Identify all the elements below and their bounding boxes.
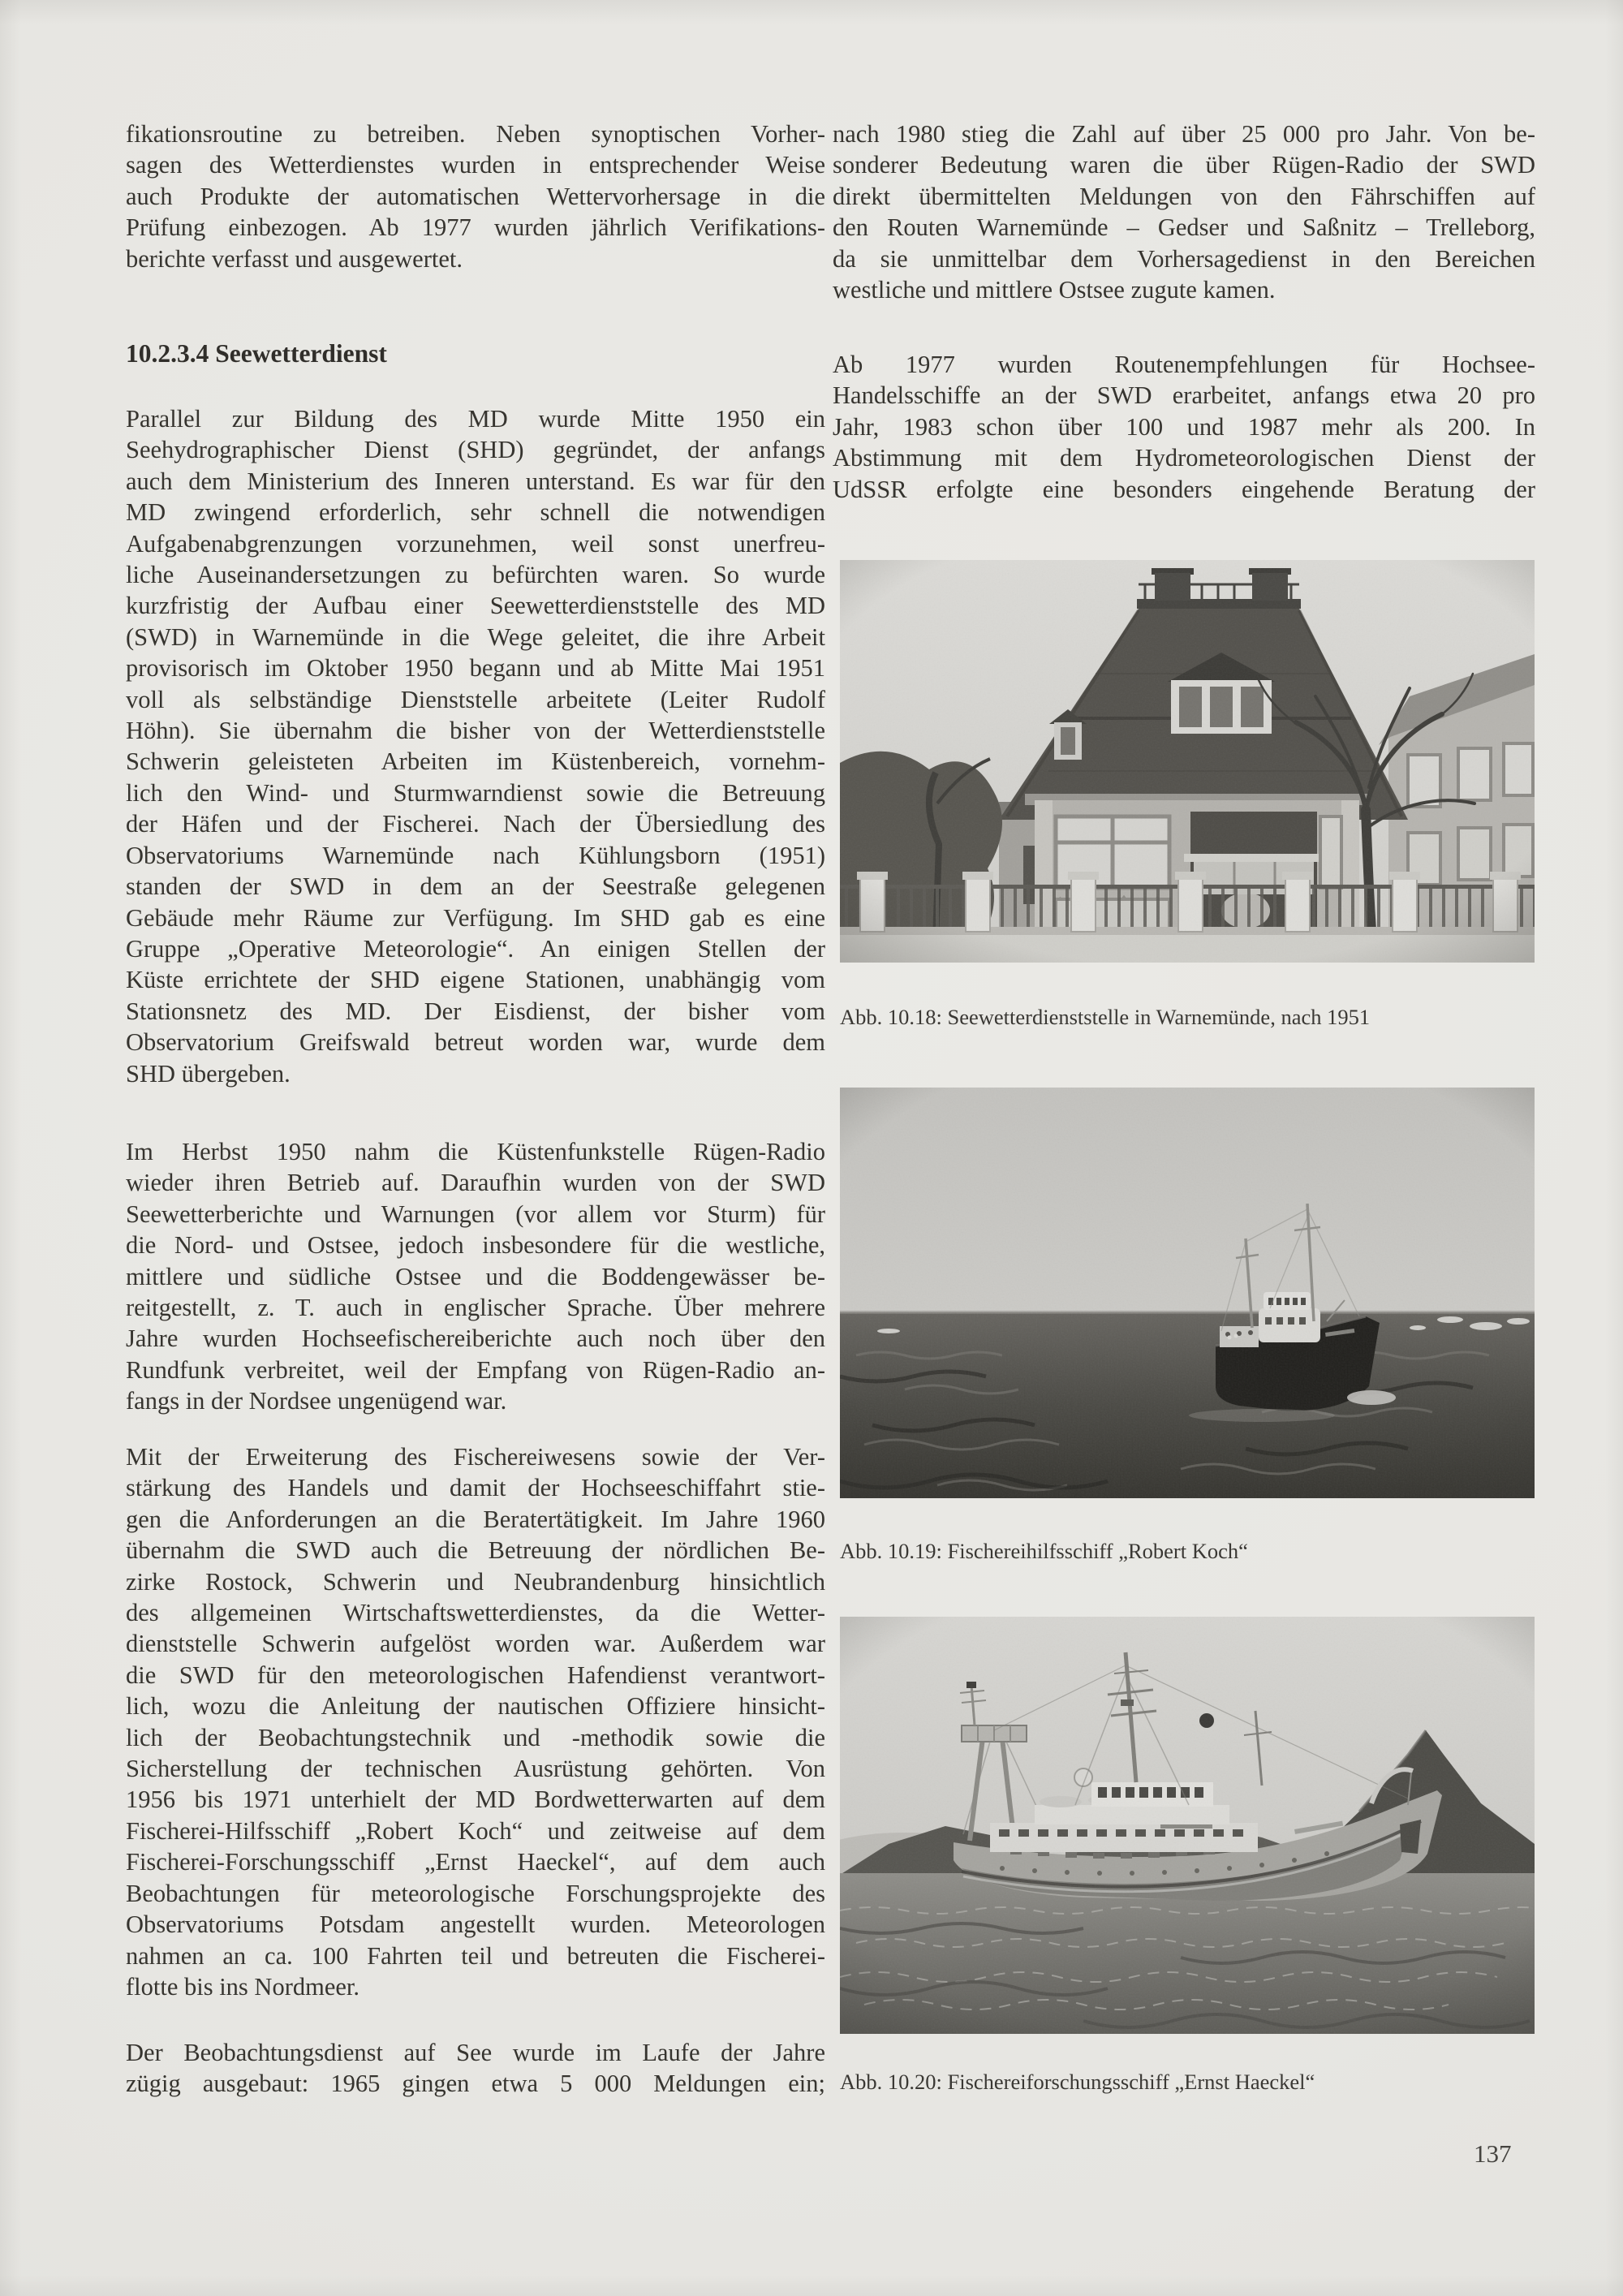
text-line: Küste errichtete der SHD eigene Stationen, unabhängig vom: [126, 966, 825, 994]
text-line: Höhn). Sie übernahm die bisher von der Wetterdienststelle: [126, 717, 825, 745]
text-line: sagen des Wetterdienstes wurden in entsprechender Weise: [126, 151, 825, 179]
text-line: Stationsnetz des MD. Der Eisdienst, der bisher vom: [126, 997, 825, 1025]
text-line: wieder ihren Betrieb auf. Daraufhin wurden von der SWD: [126, 1169, 825, 1197]
text-line: westliche und mittlere Ostsee zugute kamen.: [833, 276, 1276, 304]
text-line: UdSSR erfolgte eine besonders eingehende Beratung der: [833, 475, 1535, 503]
text-line: fangs in der Nordsee ungenügend war.: [126, 1387, 507, 1415]
text-line: lich den Wind- und Sturmwarndienst sowie die Betreuung: [126, 778, 825, 807]
paragraph-routenempfehlungen: [833, 349, 1535, 505]
text-line: Fischerei-Forschungsschiff „Ernst Haeckel“, auf dem auch: [126, 1848, 825, 1876]
page-number: 137: [1474, 2139, 1512, 2168]
figure-abb-10-20: [840, 1617, 1535, 2034]
text-line: Im Herbst 1950 nahm die Küstenfunkstelle Rügen-Radio: [126, 1138, 825, 1165]
text-line: Observatoriums Potsdam angestellt wurden. Meteorologen: [126, 1910, 825, 1939]
text-line: der Häfen und der Fischerei. Nach der Übersiedlung des: [126, 810, 825, 838]
text-line: Prüfung einbezogen. Ab 1977 wurden jährlich Verifikations-: [126, 213, 825, 242]
paragraph-verifikation: [126, 118, 825, 274]
text-line: auch Produkte der automatischen Wettervorhersage in die: [126, 182, 825, 210]
photo-seewetterdienststelle-warnemuende: [840, 560, 1535, 963]
text-line: dienststelle Schwerin aufgelöst worden war. Außerdem war: [126, 1630, 825, 1658]
text-line: Seewetterberichte und Warnungen (vor allem vor Sturm) für: [126, 1200, 825, 1228]
text-line: Sicherstellung der technischen Ausrüstung gehörten. Von: [126, 1755, 825, 1783]
text-line: Schwerin geleisteten Arbeiten im Küstenbereich, vornehm-: [126, 747, 825, 776]
text-line: des allgemeinen Wirtschaftswetterdienstes, da die Wetter-: [126, 1599, 825, 1627]
paragraph-meldungen: [833, 118, 1535, 305]
text-line: Seehydrographischer Dienst (SHD) gegründet, der anfangs: [126, 436, 825, 464]
paragraph-ruegen-radio: [126, 1136, 825, 1417]
text-line: zügig ausgebaut: 1965 gingen etwa 5 000 Meldungen ein;: [126, 2070, 825, 2098]
text-line: Aufgabenabgrenzungen vorzunehmen, weil sonst unerfreu-: [126, 529, 825, 558]
text-line: Jahre wurden Hochseefischereiberichte auch noch über den: [126, 1325, 825, 1353]
text-line: da sie unmittelbar dem Vorhersagedienst in den Bereichen: [833, 244, 1535, 273]
text-line: Gebäude mehr Räume zur Verfügung. Im SHD gab es eine: [126, 903, 825, 932]
text-line: berichte verfasst und ausgewertet.: [126, 244, 463, 273]
figure-abb-10-18: [840, 560, 1535, 963]
text-line: auch dem Ministerium des Inneren unterstand. Es war für den: [126, 467, 825, 495]
text-line: flotte bis ins Nordmeer.: [126, 1972, 360, 2001]
photo-ship-ernst-haeckel: [840, 1617, 1535, 2034]
text-line: voll als selbständige Dienststelle arbeitete (Leiter Rudolf: [126, 685, 825, 713]
text-line: zirke Rostock, Schwerin und Neubrandenburg hinsichtlich: [126, 1567, 825, 1596]
text-line: sonderer Bedeutung waren die über Rügen-Radio der SWD: [833, 151, 1535, 179]
text-line: direkt übermittelten Meldungen von den Fährschiffen auf: [833, 182, 1535, 210]
text-line: Beobachtungen für meteorologische Forschungsprojekte des: [126, 1879, 825, 1907]
paragraph-shd-gruendung: [126, 403, 825, 1089]
text-line: reitgestellt, z. T. auch in englischer Sprache. Über mehrere: [126, 1294, 825, 1322]
figure-abb-10-19: [840, 1088, 1535, 1498]
text-line: standen der SWD in dem an der Seestraße gelegenen: [126, 872, 825, 901]
text-line: nahmen an ca. 100 Fahrten teil und betreuten die Fischerei-: [126, 1941, 825, 1970]
text-line: liche Auseinandersetzungen zu befürchten waren. So wurde: [126, 561, 825, 589]
text-line: gen die Anforderungen an die Beratertätigkeit. Im Jahre 1960: [126, 1505, 825, 1533]
text-line: (SWD) in Warnemünde in die Wege geleitet, die ihre Arbeit: [126, 622, 825, 651]
text-line: nach 1980 stieg die Zahl auf über 25 000 pro Jahr. Von be-: [833, 120, 1535, 148]
text-line: Abstimmung mit dem Hydrometeorologischen Dienst der: [833, 444, 1535, 472]
text-line: SHD übergeben.: [126, 1059, 291, 1088]
text-line: 1956 bis 1971 unterhielt der MD Bordwetterwarten auf dem: [126, 1786, 825, 1814]
figure-caption-10-18: Abb. 10.18: Seewetterdienststelle in Warnemünde, nach 1951: [840, 1005, 1371, 1029]
text-line: Handelsschiffe an der SWD erarbeitet, anfangs etwa 20 pro: [833, 381, 1535, 410]
text-line: die SWD für den meteorologischen Hafendienst verantwort-: [126, 1661, 825, 1689]
text-line: Observatorium Greifswald betreut worden war, wurde dem: [126, 1028, 825, 1057]
text-line: Fischerei-Hilfsschiff „Robert Koch“ und zeitweise auf dem: [126, 1816, 825, 1845]
text-line: Mit der Erweiterung des Fischereiwesens sowie der Ver-: [126, 1443, 825, 1471]
paragraph-fischereiwesen: [126, 1441, 825, 2002]
text-line: MD zwingend erforderlich, sehr schnell die notwendigen: [126, 498, 825, 527]
figure-caption-10-19: Abb. 10.19: Fischereihilfsschiff „Robert Koch“: [840, 1539, 1248, 1563]
paragraph-beobachtungsdienst: [126, 2037, 825, 2100]
text-line: kurzfristig der Aufbau einer Seewetterdienststelle des MD: [126, 592, 825, 620]
text-line: fikationsroutine zu betreiben. Neben synoptischen Vorher-: [126, 120, 825, 148]
text-line: die Nord- und Ostsee, jedoch insbesondere für die westliche,: [126, 1231, 825, 1260]
text-line: Jahr, 1983 schon über 100 und 1987 mehr als 200. In: [833, 412, 1535, 441]
text-line: den Routen Warnemünde – Gedser und Saßnitz – Trelleborg,: [833, 213, 1535, 242]
text-line: Gruppe „Operative Meteorologie“. An einigen Stellen der: [126, 934, 825, 963]
text-line: lich der Beobachtungstechnik und -methodik sowie die: [126, 1723, 825, 1751]
text-line: lich, wozu die Anleitung der nautischen Offiziere hinsicht-: [126, 1692, 825, 1721]
text-line: Observatoriums Warnemünde nach Kühlungsborn (1951): [126, 841, 825, 869]
text-line: Ab 1977 wurden Routenempfehlungen für Hochsee-: [833, 351, 1535, 378]
text-line: übernahm die SWD auch die Betreuung der nördlichen Be-: [126, 1536, 825, 1565]
section-heading: 10.2.3.4 Seewetterdienst: [126, 339, 387, 368]
photo-ship-robert-koch: [840, 1088, 1535, 1498]
text-line: mittlere und südliche Ostsee und die Boddengewässer be-: [126, 1262, 825, 1290]
text-line: provisorisch im Oktober 1950 begann und ab Mitte Mai 1951: [126, 654, 825, 683]
text-line: Rundfunk verbreitet, weil der Empfang von Rügen-Radio an-: [126, 1355, 825, 1384]
text-line: Der Beobachtungsdienst auf See wurde im Laufe der Jahre: [126, 2039, 825, 2066]
text-line: Parallel zur Bildung des MD wurde Mitte 1950 ein: [126, 405, 825, 433]
figure-caption-10-20: Abb. 10.20: Fischereiforschungsschiff „Ernst Haeckel“: [840, 2070, 1315, 2094]
text-line: stärkung des Handels und damit der Hochseeschiffahrt stie-: [126, 1474, 825, 1502]
